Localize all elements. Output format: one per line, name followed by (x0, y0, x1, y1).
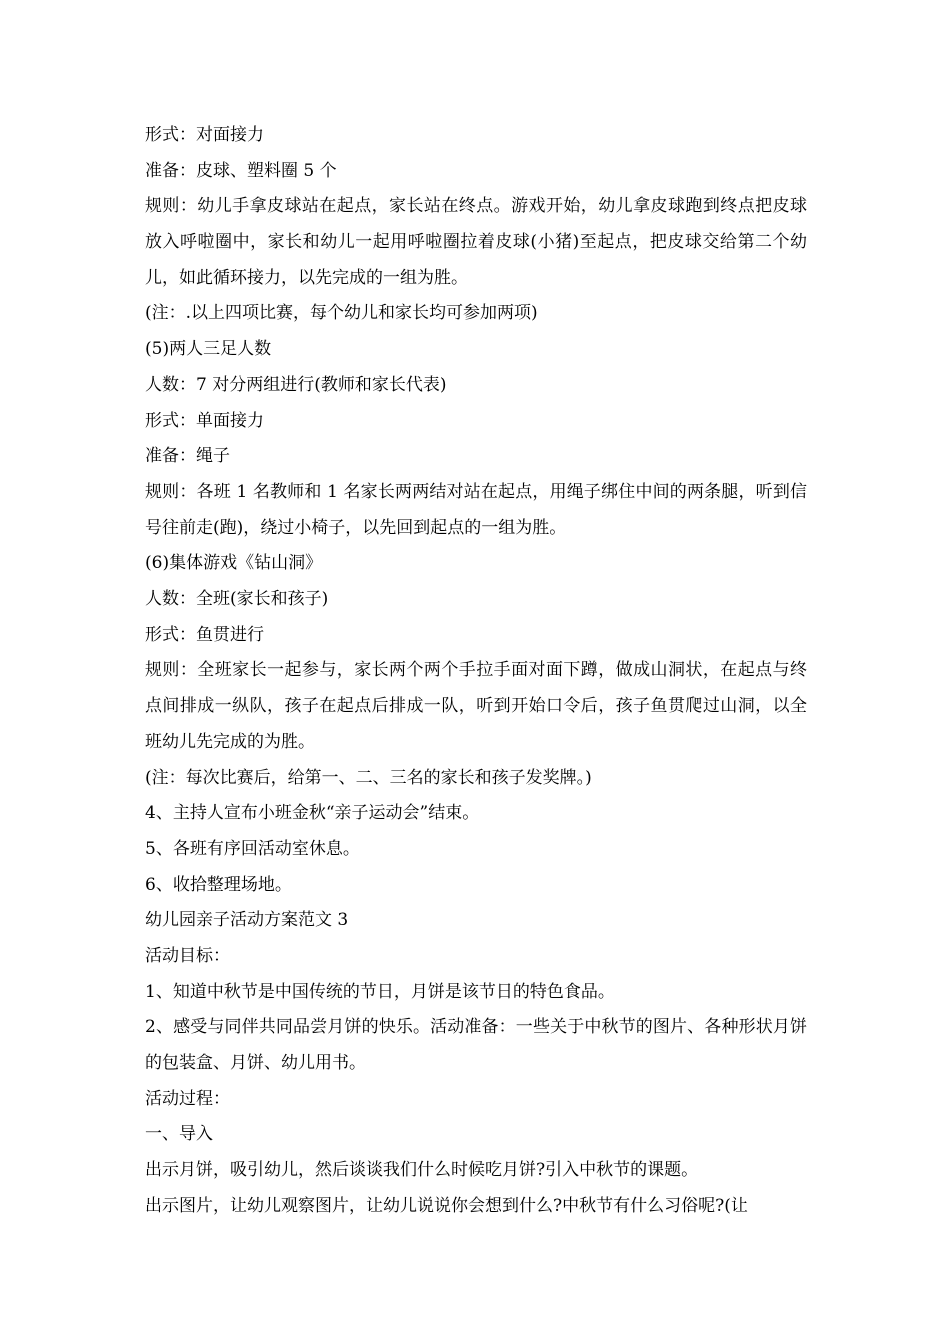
text-line: 准备：皮球、塑料圈 5 个 (145, 160, 337, 181)
text-line: 出示月饼，吸引幼儿，然后谈谈我们什么时候吃月饼?引入中秋节的课题。 (145, 1160, 699, 1181)
text-paragraph: 2、感受与同伴共同品尝月饼的快乐。活动准备：一些关于中秋节的图片、各种形状月饼的包装盒、月饼、幼儿用书。 (145, 1017, 807, 1074)
document-page (145, 118, 807, 1224)
text-line: (注：每次比赛后，给第一、二、三名的家长和孩子发奖牌。) (145, 767, 592, 788)
section-heading: 活动目标： (145, 945, 230, 966)
text-line: 准备：绳子 (145, 446, 230, 467)
list-item: 1、知道中秋节是中国传统的节日，月饼是该节日的特色食品。 (145, 981, 615, 1002)
text-line: 出示图片，让幼儿观察图片，让幼儿说说你会想到什么?中秋节有什么习俗呢?(让 (145, 1195, 748, 1216)
section-heading: (5)两人三足人数 (145, 339, 272, 360)
list-item: 6、收拾整理场地。 (145, 874, 292, 895)
text-paragraph: 规则：各班 1 名教师和 1 名家长两两结对站在起点，用绳子绑住中间的两条腿，听到信号往前走(跑)，绕过小椅子，以先回到起点的一组为胜。 (145, 481, 807, 538)
list-item: 4、主持人宣布小班金秋“亲子运动会”结束。 (145, 803, 480, 824)
text-paragraph: 规则：幼儿手拿皮球站在起点，家长站在终点。游戏开始，幼儿拿皮球跑到终点把皮球放入呼啦圈中，家长和幼儿一起用呼啦圈拉着皮球(小猪)至起点，把皮球交给第二个幼儿，如此循环接力，以先完成的一组为胜。 (145, 196, 807, 288)
section-heading: 一、导入 (145, 1124, 213, 1145)
section-title: 幼儿园亲子活动方案范文 3 (145, 910, 349, 931)
text-line: 形式：单面接力 (145, 410, 264, 431)
section-heading: 活动过程： (145, 1088, 230, 1109)
list-item: 5、各班有序回活动室休息。 (145, 838, 360, 859)
text-paragraph: 规则：全班家长一起参与，家长两个两个手拉手面对面下蹲，做成山洞状，在起点与终点间排成一纵队，孩子在起点后排成一队，听到开始口令后，孩子鱼贯爬过山洞，以全班幼儿先完成的为胜。 (145, 660, 807, 752)
text-line: 人数：全班(家长和孩子) (145, 589, 329, 610)
text-line: (注：.以上四项比赛，每个幼儿和家长均可参加两项) (145, 303, 538, 324)
text-line: 人数：7 对分两组进行(教师和家长代表) (145, 374, 447, 395)
text-line: 形式：鱼贯进行 (145, 624, 264, 645)
text-line: 形式：对面接力 (145, 125, 264, 145)
section-heading: (6)集体游戏《钻山洞》 (145, 553, 323, 574)
